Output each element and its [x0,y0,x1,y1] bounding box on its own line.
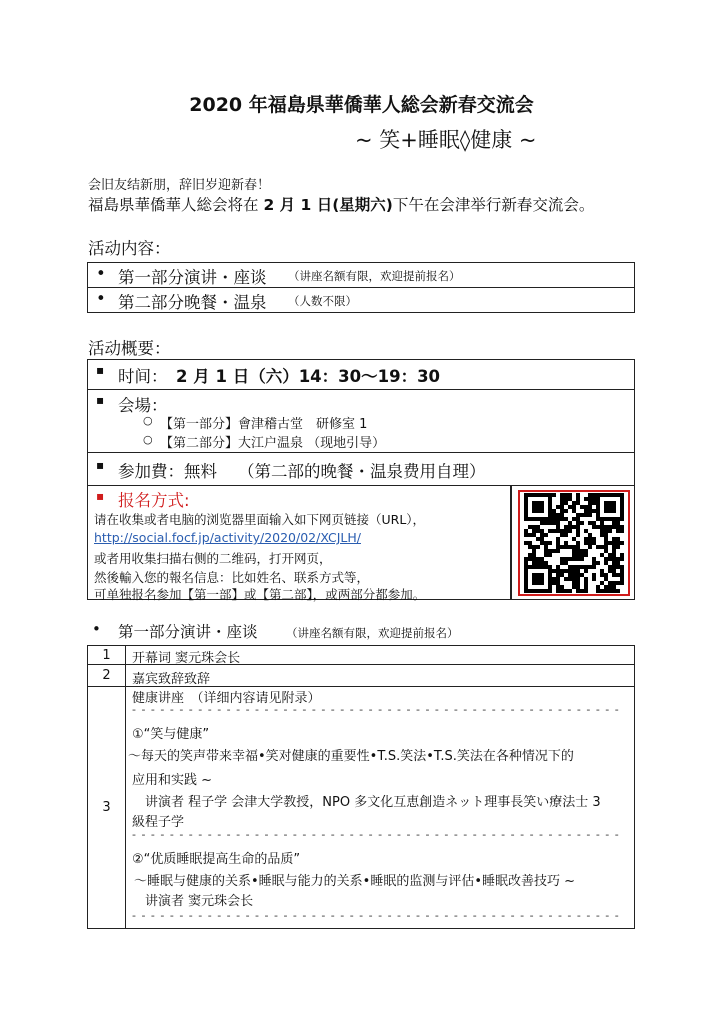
bullet-icon: • [96,264,106,283]
program-table [87,645,635,929]
content-item-label: 第一部分演讲・座谈 [118,268,267,287]
row-text: ～睡眠与健康的关系•睡眠与能力的关系•睡眠的监测与评估•睡眠改善技巧 ~ [134,874,576,889]
greeting: 会旧友结新朋，辞旧岁迎新春！ [88,178,271,193]
signup-label: 报名方式: [118,491,190,510]
program-note: （讲座名额有限，欢迎提前报名） [286,626,459,640]
dashed-divider: - - - - - - - - - - - - - - - - - - - - - - - - - - - - - - - - - - - - - - - - - - - - - - - - - - - - [132,909,620,922]
signup-text: 可单独报名参加【第一部】或【第二部】，或两部分都参加。 [94,587,426,602]
venue-label: 会場： [118,396,168,415]
qr-code[interactable] [518,490,630,596]
venue-item: 【第一部分】會津稽古堂 研修室 1 [160,417,368,432]
square-bullet-icon: ▪ [96,458,105,472]
time-value: 2 月 1 日（六）14：30～19：30 [176,367,441,386]
table-row [88,687,634,928]
row-text: ～每天的笑声带来幸福•笑对健康的重要性•T.S.笑法•T.S.笑法在各种情况下的 [128,749,574,764]
row-text: 应用和实践 ~ [132,773,213,788]
announcement-date: 2 月 1 日(星期六) [263,196,393,214]
fee-row [88,453,634,486]
program-heading: 第一部分演讲・座谈 [118,623,258,641]
time-label: 时间： [118,367,168,386]
table-row [88,646,634,665]
announcement [88,193,594,215]
page-subtitle: ~ 笑+睡眠◊健康 ~ [355,128,537,152]
bullet-icon: • [92,620,101,638]
announcement-pre: 福島県華僑華人総会将在 [88,196,264,214]
content-heading: 活动内容： [88,239,171,258]
table-row [88,665,634,687]
content-table [87,262,635,313]
time-row [88,360,634,390]
row-text: 嘉宾致辞致辞 [132,672,211,687]
row-text: ②“优质睡眠提高生命的品质” [132,852,301,867]
row-text: 开幕词 窦元珠会长 [132,651,241,666]
square-bullet-icon: ▪ [96,489,105,503]
circle-bullet-icon: ○ [143,414,153,427]
signup-row [88,486,634,602]
overview-table [87,359,635,600]
row-number: 3 [88,687,126,928]
square-bullet-icon: ▪ [96,363,105,377]
page-title: 2020 年福島県華僑華人総会新春交流会 [189,94,534,116]
dashed-divider: - - - - - - - - - - - - - - - - - - - - - - - - - - - - - - - - - - - - - - - - - - - - - - - - - - - - [132,703,620,716]
row-number: 1 [88,646,126,664]
bullet-icon: • [96,289,106,308]
signup-text: 或者用收集扫描右侧的二维码，打开网页， [94,551,332,566]
announcement-post: 下午在会津举行新春交流会。 [392,196,595,214]
circle-bullet-icon: ○ [143,433,153,446]
row-text: 健康讲座 （详细内容请见附录） [132,691,321,706]
row-text: 讲演者 程子学 会津大学教授，NPO 多文化互恵創造ネット理事長笑い療法士 3 [132,795,601,810]
signup-link[interactable]: http://social.focf.jp/activity/2020/02/XCJLH/ [94,530,361,545]
content-item [88,288,634,312]
venue-item: 【第二部分】大江户温泉 （现地引导） [160,436,386,451]
cell-divider [510,485,512,599]
venue-row [88,390,634,453]
row-text: 級程子学 [132,815,185,830]
content-item [88,263,634,288]
content-item-note: （讲座名额有限，欢迎提前报名） [288,269,461,283]
row-text: ①“笑与健康” [132,727,210,742]
signup-text: 请在收集或者电脑的浏览器里面输入如下网页链接（URL）， [94,512,426,527]
signup-text: 然後輸入您的報名信息：比如姓名、联系方式等， [94,570,370,585]
fee-label: 参加費：無料 [118,462,217,481]
content-item-note: （人数不限） [288,294,357,308]
dashed-divider: - - - - - - - - - - - - - - - - - - - - - - - - - - - - - - - - - - - - - - - - - - - - - - - - - - - - [132,828,620,841]
fee-note: （第二部的晚餐・温泉费用自理） [238,462,486,481]
overview-heading: 活动概要： [88,339,171,358]
content-item-label: 第二部分晚餐・温泉 [118,293,267,312]
row-number: 2 [88,665,126,686]
row-text: 讲演者 窦元珠会长 [132,894,254,909]
square-bullet-icon: ▪ [96,393,105,407]
